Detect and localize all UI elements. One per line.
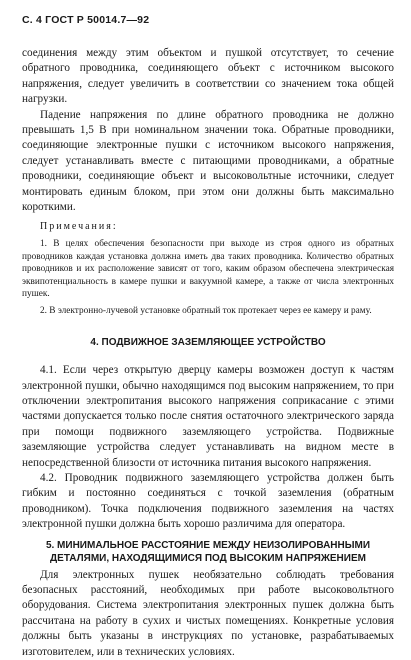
section-5-heading [22, 539, 394, 566]
page-header: С. 4 ГОСТ Р 50014.7—92 [22, 14, 150, 26]
note-1: 1. В целях обеспечения безопасности при выходе из строя одного из обратных проводников каждая установка должна иметь два таких проводника. Количество обратных проводников и их расположение зависят от того, каким образом обеспечена электрическая эквипотенциальность в камере пушки и вакуумной камере, а также от числа электронных пушек. [22, 239, 394, 300]
notes-title: Примечания: [40, 221, 118, 233]
page-content [22, 46, 394, 660]
clause-4-2: 4.2. Проводник подвижного заземляющего устройства должен быть гибким и постоянно соединяться с точкой заземления (обратным проводником). Точка подключения подвижного заземления на частях электронной пушки должна быть хорошо различима для оператора. [22, 471, 394, 531]
note-2: 2. В электронно-лучевой установке обратный ток протекает через ее камеру и раму. [40, 306, 372, 317]
section-4-heading: 4. ПОДВИЖНОЕ ЗАЗЕМЛЯЮЩЕЕ УСТРОЙСТВО [90, 336, 326, 348]
clause-4-1: 4.1. Если через открытую дверцу камеры возможен доступ к частям электронной пушки, обычно находящимся под высоким напряжением, то при отключении электропитания высокого напряжения соприкасание с этими частями допускается только после снятия остаточного электрического заряда при помощи подвижного заземляющего устройства. Подвижные заземляющие устройства следует устанавливать на видном месте в непосредственной близости от источника питания высокого напряжения. [22, 364, 394, 469]
section-5-heading-line-1: 5. МИНИМАЛЬНОЕ РАССТОЯНИЕ МЕЖДУ НЕИЗОЛИРОВАННЫМИ [45, 539, 371, 551]
paragraph-continuation: соединения между этим объектом и пушкой отсутствует, то сечение обратного проводника, соединяющего объект с источником высокого напряжения, следует увеличить в соответствии со значением тока общей нагрузки. [22, 47, 394, 106]
paragraph-voltage-drop: Падение напряжения по длине обратного проводника не должно превышать 1,5 В при номинальном значении тока. Обратные проводники, соединяющие электронные пушки с источником высокого напряжения, следует устанавливать вместе с питающими проводниками, а обратные проводники, соединяющие объект и высоковольтные источники, следует монтировать единым блоком, при этом они должны быть максимально короткими. [22, 108, 394, 214]
section-5-heading-line-2: ДЕТАЛЯМИ, НАХОДЯЩИМИСЯ ПОД ВЫСОКИМ НАПРЯЖЕНИЕМ [50, 553, 366, 565]
section-5-paragraph: Для электронных пушек необязательно соблюдать требования безопасных расстояний, необходимых при работе высоковольтного оборудования. Система электропитания электронных пушек должна быть рассчитана на работу в сухих и чистых помещениях. Конкретные условия должны быть указаны в инструкциях по установке, разрабатываемых изготовителем, или в технических условиях. [22, 568, 394, 658]
